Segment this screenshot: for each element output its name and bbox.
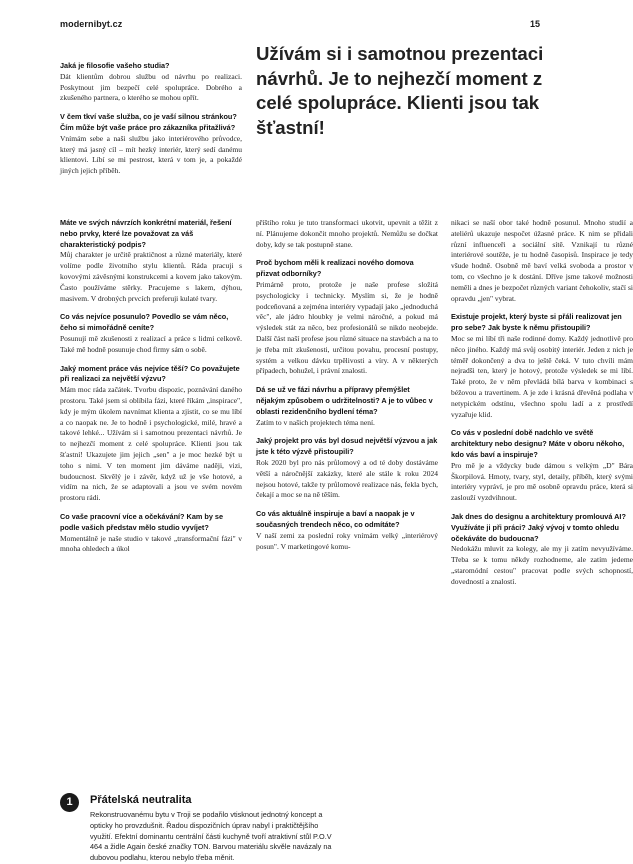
question: Co vás nejvíce posunulo? Povedlo se vám něco, čeho si mimořádně ceníte? [60,312,229,333]
answer: Nedokážu mluvit za kolegy, ale my ji zatím nevyužíváme. Třeba se k tomu někdy rozhodneme, ale zatím jedeme „staromódní cestou" pracovat podle svých schopností, dovedností a znalostí. [451,544,633,586]
question: V čem tkví vaše služba, co je vaší silnou stránkou? Čím může být vaše práce pro zákazníka přitažlivá? [60,112,237,132]
answer: Dát klientům dobrou službu od návrhu po realizaci. Poskytnout jim bezpečí celé spolupráce. Dobrého a zkušeného partnera, o kterého se mohou opřít. [60,71,242,103]
answer: Pro mě je a vždycky bude dámou s velkým „D" Bára Škorpilová. Hmoty, tvary, styl, detaily, příběh, který svými interiéry vypráví, je pro mě osobně opravdu práce, která si zaslouží vyzdvihnout. [451,460,633,503]
column-1 [60,218,242,563]
answer: Rok 2020 byl pro nás průlomový a od té doby dostáváme větší a náročnější zakázky, které ale stále k roku 2024 nejsou hotové, takže ty průlomové realizace nás, fekla bych, čekají a moc se na ně těším. [256,457,438,500]
photo-caption-badge: 1 [60,793,79,812]
question: Dá se už ve fázi návrhu a přípravy přemýšlet nějakým způsobem o udržitelnosti? A je to vůbec v oblasti rezidenčního bydlení téma? [256,385,433,416]
answer: Primárně proto, protože je naše profese složitá psychologicky i technicky. Myslím si, že je hodně podceňovaná a zejména interiéry vypadají jako „jednoduchá věc", ale jádro hloubky je velmi náročné, a pokud má výsledek stát za něco, bez profesionálů se nikdo neobejde. Další část naší profese jsou různé situace na stavbách a na to je třeba mít zkušenosti, určitou povahu, procesní postupy, systém a velkou dávku trpělivosti a víry. A v některých případech, bohužel, i právní znalosti. [256,279,438,376]
question: Jaký moment práce vás nejvíce těší? Co považujete při realizaci za největší výzvu? [60,363,240,384]
question: Co vás aktuálně inspiruje a baví a naopak je v současných trendech něco, co odmítáte? [256,509,415,529]
answer: Moc se mi líbí tři naše rodinné domy. Každý jednotlivě pro něco jiného. Každý má svůj osobitý interiér. Jeden z nich je téměř dokončený a dva to ještě čeká. V tuto chvíli mám nejradši ten, který je hotový, protože výsledek se mi líbí. Také proto, že v něm převládá bílá barva v kombinaci s béžovou a travertinem. A je zde i krásná dřevěná podlaha v netypickém odstínu, všechno spolu ladí a z prostředí vyzařuje klid. [451,333,633,419]
question: Co vás v poslední době nadchlo ve světě architektury nebo designu? Máte v oboru někoho, kdo vás baví a inspiruje? [451,428,625,459]
answer: nikaci se naší obor také hodně posunul. Mnoho studií a ateliérů ukazuje nespočet úžasné práce. K nim se přidali různí influenceři a sociální sítě. Vznikají tu různé interiérové soutěže, je tu hodně časopisů. Inspirace je tedy všude hodně. Osobně mě baví velká svoboda a prostor v tom, co všechno je k dostání. Dříve jsme takové možnosti neměli a dnes je bezpočet různých variant čehokoliv, stačí si opravdu „jen" vybrat. [451,218,633,303]
column-3 [451,218,633,596]
answer: Zatím to v našich projektech téma není. [256,417,375,427]
answer: příštího roku je tuto transformaci ukotvit, upevnit a těžit z ní. Plánujeme dokončit mnoho projektů. Nemůžu se dočkat doby, kdy se tak postupně stane. [256,218,438,249]
photo-caption-title: Přátelská neutralita [90,794,192,806]
question: Co vaše pracovní více a očekávání? Kam by se podle vašich představ mělo studio vyvíjet? [60,511,224,532]
question: Jaká je filosofie vašeho studia? [60,61,170,70]
answer: V naší zemi za poslední roky vnímám velký „interiérový posun". V marketingové komu- [256,530,438,551]
answer: Vnímám sebe a naši službu jako interiérového průvodce, který má jasný cíl – mít hezký interiér, který sedí danému klientovi. Líbí se mi pestrost, která v tom je, a pokaždé jiných jejich příběh. [60,133,242,176]
question: Jak dnes do designu a architektury promlouvá AI? Využíváte ji při práci? Jaký vývoj v tomto ohledu očekáváte do budoucna? [451,511,626,543]
answer: Posunují mě zkušenosti z realizací a práce s lidmi celkově. Také mě hodně posunuje chod firmy sám o sobě. [60,333,242,354]
page-number: 15 [530,19,541,29]
column-2 [256,218,438,560]
answer: Můj charakter je určitě praktičnost a různé materiály, které volíme podle životního stylu klientů. Ráda pracuji s kovovými závěsnými konstrukcemi a kovem jako takovým. Často používáme stěrky. Pracujeme s lakem, dýhou, masivem. V drobných prvcích preferuji kulaté tvary. [60,250,242,303]
column-1-top [60,61,242,185]
answer: Momentálně je naše studio v takové „transformační fázi" v mnoha ohledech a úkol [60,533,242,554]
question: Proč bychom měli k realizaci nového domova přizvat odborníky? [256,258,414,279]
question: Máte ve svých návrzích konkrétní materiál, řešení nebo prvky, které lze považovat za váš charakteristický podpis? [60,218,232,249]
pull-quote: Užívám si i samotnou prezentaci návrhů. Je to nejhezčí moment z celé spolupráce. Klienti jsou tak šťastní! [256,43,544,138]
question: Jaký projekt pro vás byl dosud největší výzvou a jak jste k této výzvě přistoupili? [256,436,438,457]
answer: Mám moc ráda začátek. Tvorbu dispozic, poznávání daného prostoru. Také jsem si oblíbila fázi, které říkám „inspirace", kdy je mým úkolem navnímat klienta a zjistit, co se mu líbí a co naopak ne. Je to hodně i psychologické, milé, hravé a takové lehké... Užívám si i samotnou prezentaci návrhů. Je to nejhezčí moment z celé spolupráce. Klienti jsou tak šťastní! Ukazujete jim jejich „sen" a je moc hezké být u toho s nimi. V ten moment jim dáváme naději, vizi, budoucnost. Skvělý je i závěr, když už je vše hotové, a vidím na nich, že se adaptovali a jsou ve svém novém prostoru rádi. [60,385,242,503]
photo-caption-text: Rekonstruovanému bytu v Troji se podařilo vtisknout jednotný koncept a opticky ho provzdušnit. Řadou dispozičních úprav nabyl i praktičtějšího využití. Efektní dominantu centrální části kuchyně tvoří atraktivní stůl P.O.V 464 a židle Again české značky TON. Barvou materiálu skvěle navázaly na dubovou podlahu, kterou nebylo třeba měnit. [90,810,332,863]
site-name: modernibyt.cz [60,19,123,29]
question: Existuje projekt, který byste si přáli realizovat jen pro sebe? Jak byste k němu přistoupili? [451,312,622,333]
